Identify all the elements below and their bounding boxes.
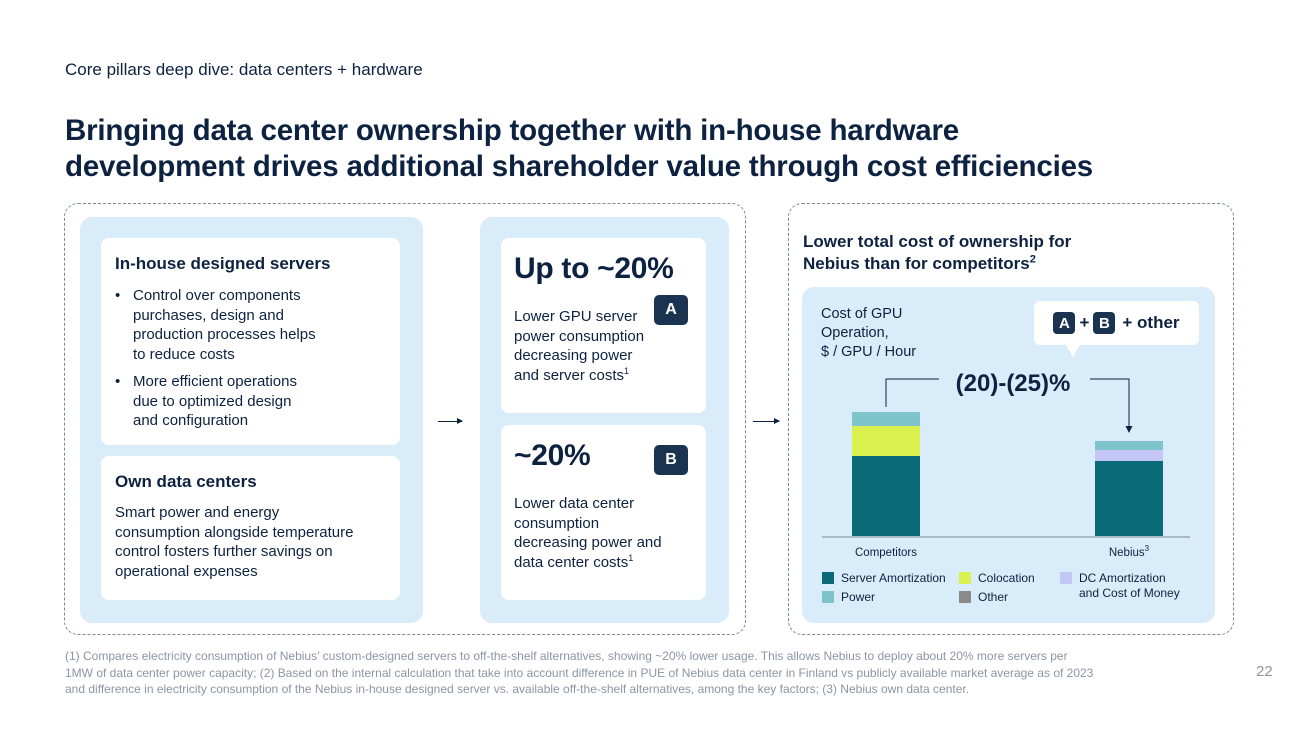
- footnote-ref: 1: [624, 365, 630, 376]
- tick-text: Nebius: [1108, 547, 1145, 559]
- text-line: [514, 366, 693, 386]
- page-title: [65, 113, 1245, 185]
- heading-line: [803, 253, 1071, 275]
- legend-swatch: [959, 591, 971, 603]
- legend-item-dc-amortization: [1060, 571, 1180, 600]
- label-line: $ / GPU / Hour: [821, 344, 917, 360]
- page-number: 22: [1256, 663, 1273, 680]
- bullet-text: • Control over components: [133, 287, 301, 304]
- bullet-item: [115, 372, 386, 431]
- tag-b-badge: B: [1093, 312, 1115, 334]
- callout-other-text: + other: [1122, 313, 1180, 332]
- text-segment: and server costs: [514, 366, 625, 384]
- own-datacenters-heading: Own data centers: [115, 472, 257, 491]
- legend-label: Power: [841, 590, 876, 604]
- footnotes: [65, 648, 1240, 698]
- legend-label-line: DC Amortization: [1079, 571, 1166, 585]
- dc-savings-text: [514, 494, 693, 572]
- text-line: [514, 553, 693, 573]
- legend-item-server-amortization: [822, 571, 946, 586]
- text-line: control fosters further savings on: [115, 543, 333, 560]
- label-line: Cost of GPU: [821, 306, 903, 322]
- heading-segment: Nebius than for competitors: [803, 254, 1030, 273]
- bullet-text: due to optimized design: [133, 392, 292, 410]
- savings-source-callout: [1034, 301, 1199, 345]
- reduction-annotation: (20)-(25)%: [955, 370, 1071, 397]
- gpu-savings-card: [501, 238, 706, 413]
- text-line: power consumption: [514, 327, 645, 345]
- legend-swatch: [822, 591, 834, 603]
- text-line: operational expenses: [115, 562, 258, 580]
- plus-sign: +: [1079, 313, 1090, 332]
- tco-heading: [803, 231, 1071, 275]
- legend-item-other: [959, 590, 1008, 605]
- heading-line: Lower total cost of ownership for: [803, 232, 1072, 251]
- footnote-ref: 1: [628, 552, 634, 563]
- legend-label-line: and Cost of Money: [1079, 585, 1180, 600]
- gpu-savings-value: Up to ~20%: [514, 252, 674, 285]
- inhouse-servers-heading: In-house designed servers: [115, 254, 331, 273]
- legend-item-colocation: [959, 571, 1035, 586]
- inhouse-servers-bullets: [115, 286, 386, 431]
- legend-item-power: [822, 590, 875, 605]
- footnote-line: 1MW of data center power capacity; (2) Based on the internal calculation that take into account difference in PUE of Nebius data center in Finland vs publicly available market average as of 2023: [65, 665, 1094, 680]
- text-line: decreasing power: [514, 347, 633, 364]
- tick-sup: 3: [1144, 544, 1150, 553]
- bullet-text: • More efficient operations: [133, 373, 297, 390]
- tag-a-badge: A: [654, 295, 688, 325]
- dc-savings-value: ~20%: [514, 439, 591, 472]
- legend-swatch: [1060, 572, 1072, 584]
- text-line: consumption: [514, 514, 600, 532]
- text-segment: data center costs: [514, 553, 629, 571]
- chart-legend: [822, 571, 1192, 611]
- legend-label: [1079, 571, 1180, 600]
- own-datacenters-card: [101, 456, 400, 600]
- text-line: consumption alongside temperature: [115, 523, 354, 541]
- tag-b-badge: B: [654, 445, 688, 475]
- callout-tail: [1065, 343, 1081, 357]
- legend-label: Other: [978, 590, 1009, 604]
- bullet-text: to reduce costs: [133, 345, 235, 363]
- section-subtitle: Core pillars deep dive: data centers + hardware: [65, 60, 423, 79]
- footnote-line: and difference in electricity consumption of the Nebius in-house designed server vs. available off-the-shelf alternatives, among the key factors; (3) Nebius own data center.: [65, 682, 970, 696]
- title-line-1: Bringing data center ownership together with in-house hardware: [65, 114, 960, 147]
- text-line: Lower data center: [514, 495, 635, 512]
- arrow-right-icon: [438, 421, 462, 422]
- tick-text: Competitors: [855, 547, 917, 559]
- text-line: Smart power and energy: [115, 504, 280, 521]
- bullet-text: production processes helps: [133, 326, 316, 343]
- bullet-text: and configuration: [133, 412, 249, 429]
- bullet-item: [115, 286, 386, 364]
- legend-label: Colocation: [978, 571, 1035, 585]
- bullet-text: purchases, design and: [133, 306, 284, 324]
- own-datacenters-text: [115, 503, 386, 581]
- tag-a-badge: A: [1053, 312, 1075, 334]
- y-axis-label: [821, 305, 971, 362]
- legend-label: Server Amortization: [841, 571, 946, 585]
- footnote-ref: 2: [1029, 253, 1036, 266]
- arrow-right-icon: [753, 421, 779, 422]
- title-line-2: development drives additional shareholder value through cost efficiencies: [65, 150, 1093, 183]
- label-line: Operation,: [821, 325, 889, 341]
- inhouse-servers-card: [101, 238, 400, 445]
- legend-swatch: [822, 572, 834, 584]
- legend-swatch: [959, 572, 971, 584]
- text-line: decreasing power and: [514, 534, 662, 551]
- text-line: Lower GPU server: [514, 308, 638, 325]
- footnote-line: (1) Compares electricity consumption of Nebius’ custom-designed servers to off-the-shelf alternatives, showing ~20% lower usage. This allows Nebius to deploy about 20% more servers per: [65, 649, 1068, 663]
